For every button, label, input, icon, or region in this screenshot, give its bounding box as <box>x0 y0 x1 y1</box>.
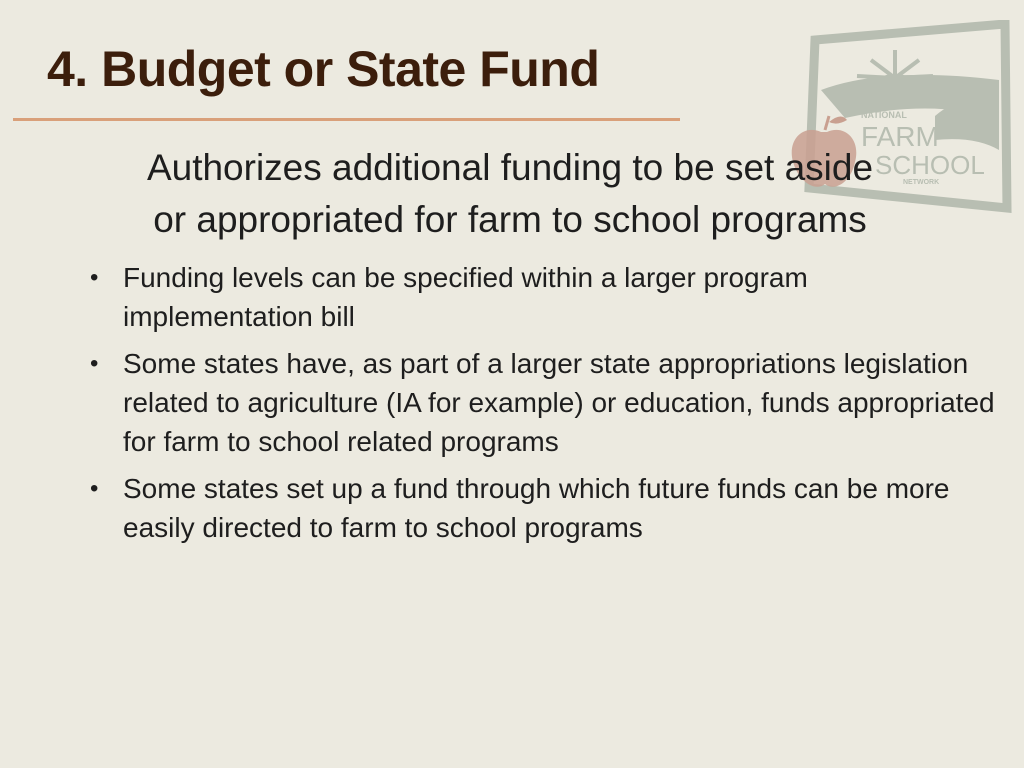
subheading-line-1: Authorizes additional funding to be set aside <box>146 147 874 188</box>
bullet-item <box>90 469 1005 547</box>
bullet-dot-icon: • <box>90 264 99 291</box>
title-divider <box>13 118 680 121</box>
bullet-dot-icon: • <box>90 475 99 502</box>
bullet-item <box>90 258 1005 336</box>
slide-subheading <box>50 142 970 246</box>
sun-icon <box>857 50 933 78</box>
bullet-text: Funding levels can be specified within a larger program implementation bill <box>123 262 808 332</box>
logo-word-farm: FARM <box>861 121 939 152</box>
logo-word-school: SCHOOL <box>875 150 985 180</box>
bullet-text: Some states have, as part of a larger state appropriations legislation related to agriculture (IA for example) or education, funds appropriated for farm to school related programs <box>123 348 995 457</box>
bullet-list <box>90 258 1005 555</box>
subheading-line-2: or appropriated for farm to school programs <box>153 199 867 240</box>
bullet-dot-icon: • <box>90 350 99 377</box>
bullet-text: Some states set up a fund through which future funds can be more easily directed to farm to school programs <box>123 473 950 543</box>
slide-title: 4. Budget or State Fund <box>47 41 600 97</box>
logo-word-network: NETWORK <box>903 179 940 186</box>
bullet-item <box>90 344 1005 461</box>
logo-word-national: NATIONAL <box>861 110 907 120</box>
